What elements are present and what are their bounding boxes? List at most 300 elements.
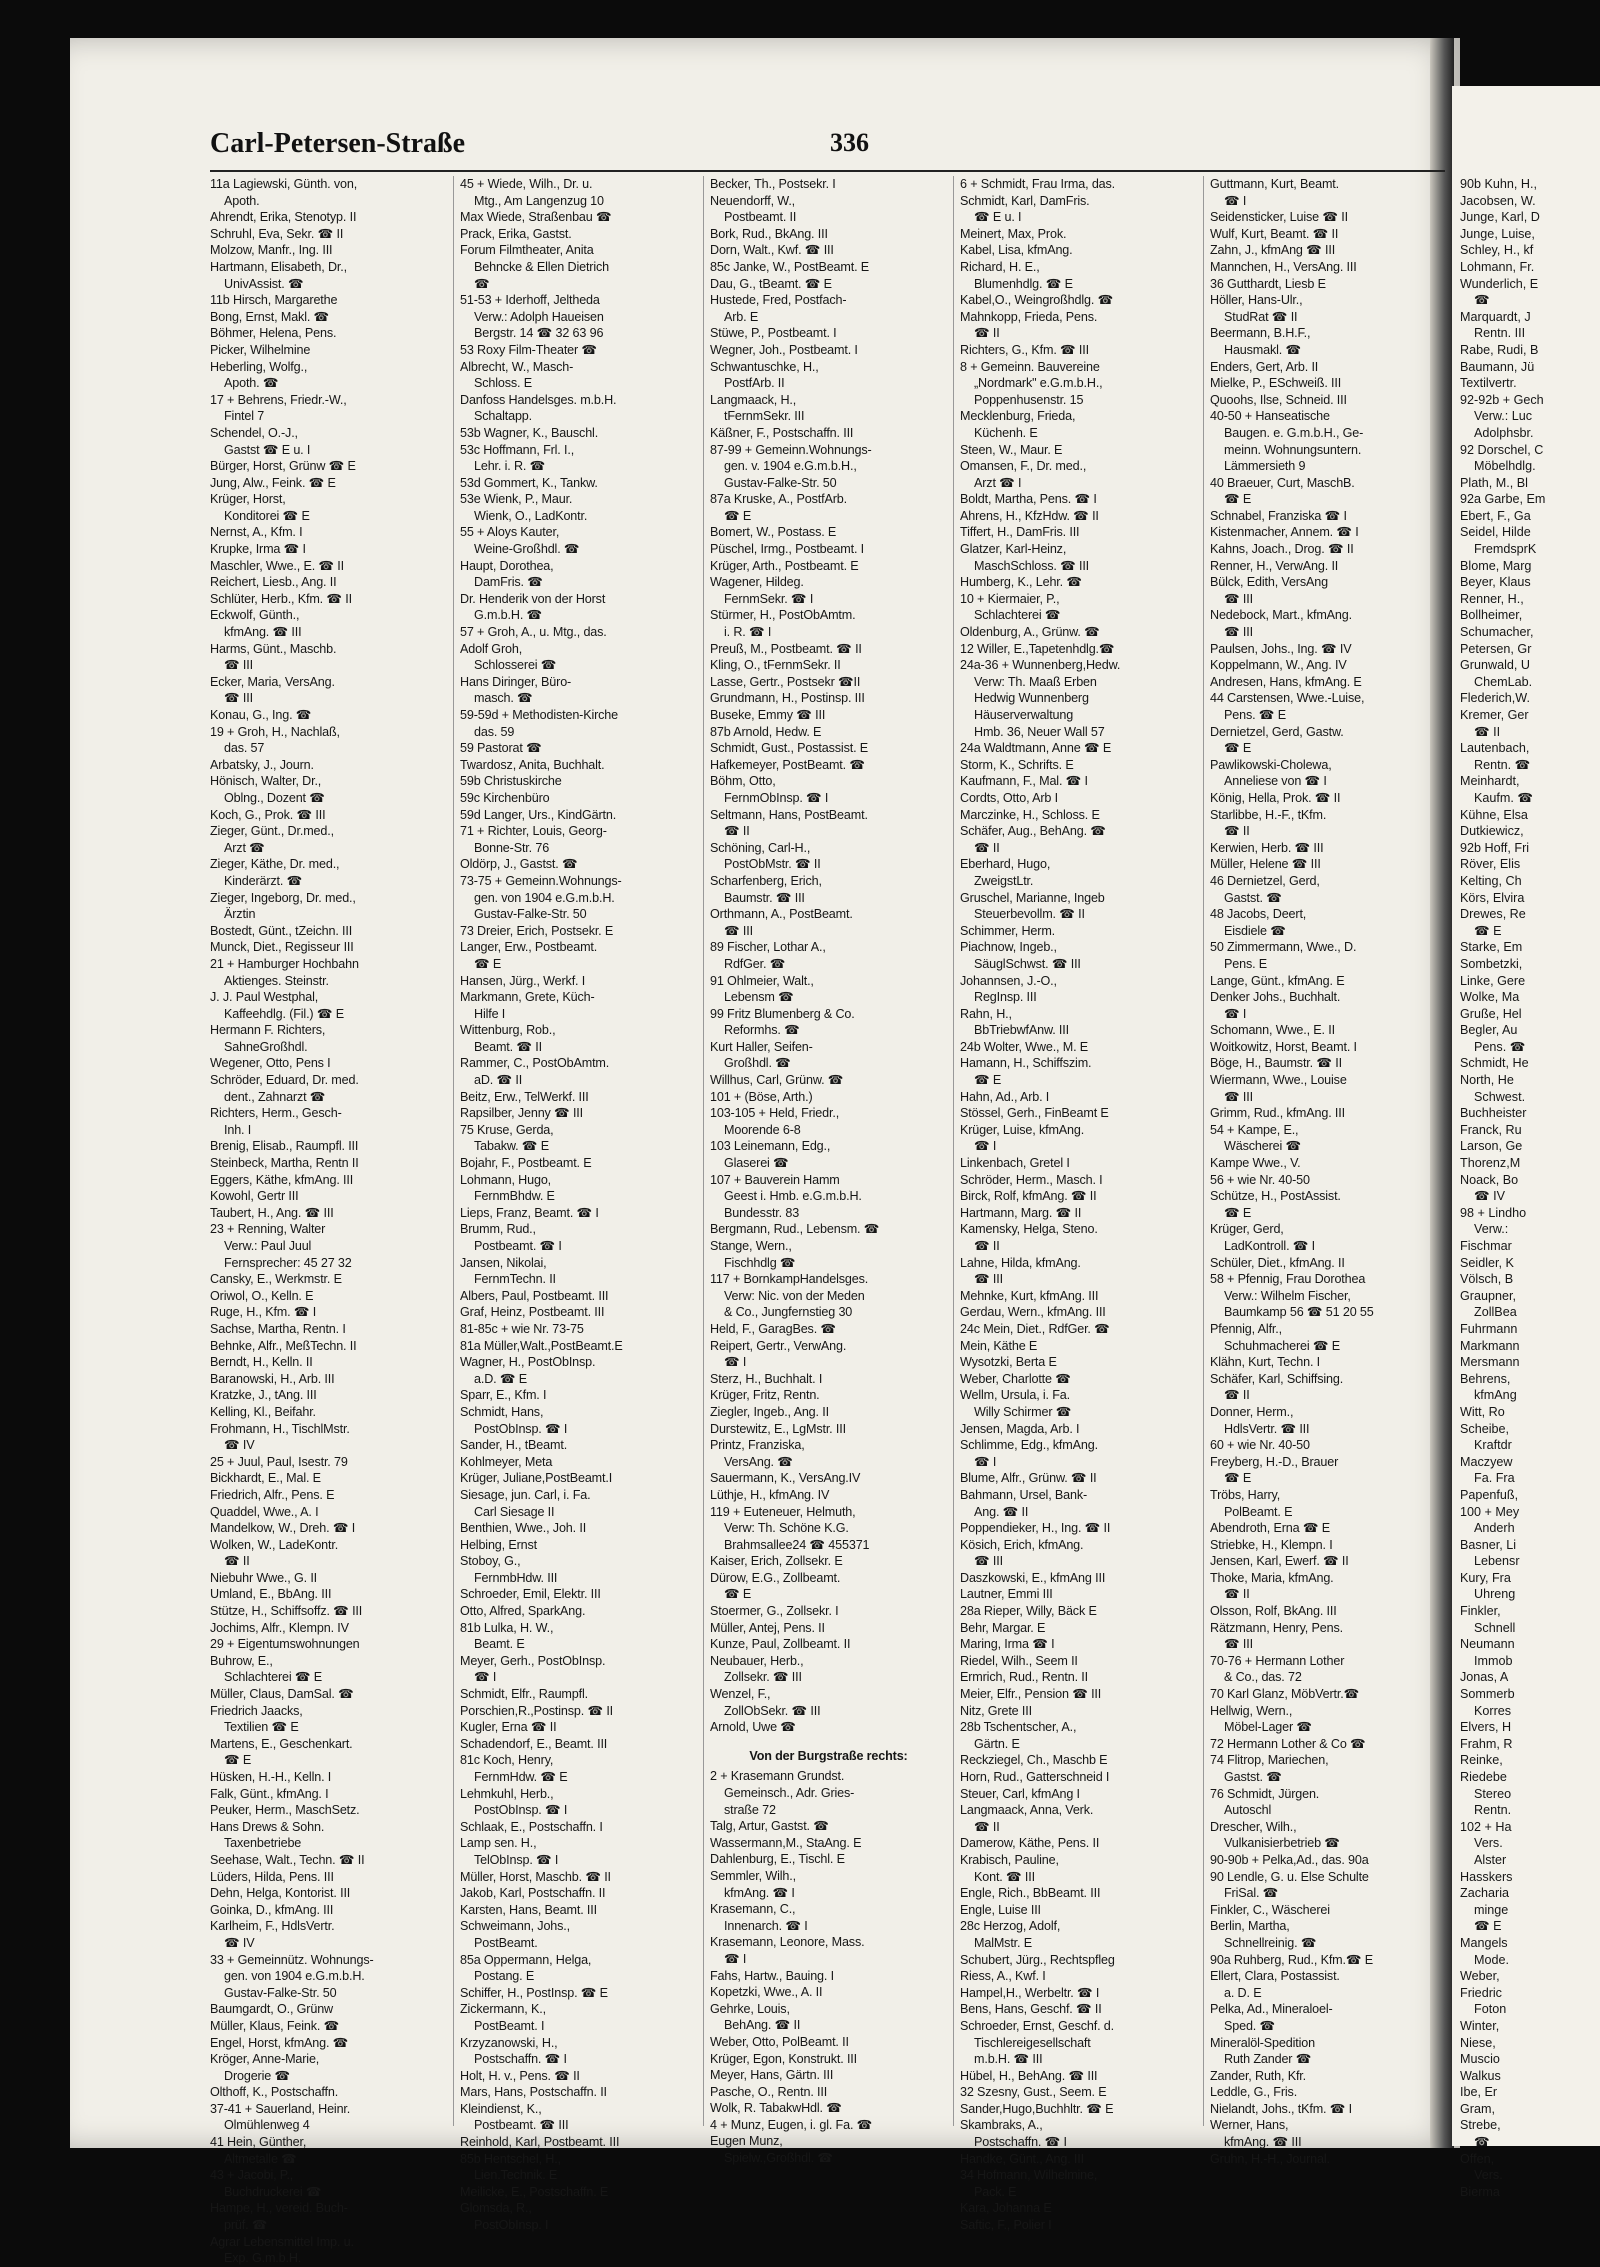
directory-entry-line: Handke, Günt., Ang. III: [960, 2151, 1084, 2166]
directory-entry-line: Kugler, Erna ☎ II: [460, 1720, 557, 1735]
directory-entry-line: Pfennig, Alfr.,: [1210, 1321, 1282, 1336]
directory-entry-line: 40-50 + Hanseatische: [1210, 409, 1330, 424]
directory-entry-line: 48 Jacobs, Deert,: [1210, 907, 1307, 922]
directory-entry-line: RegInsp. III: [974, 990, 1037, 1005]
directory-entry-line: PostObInsp. ☎ I: [474, 1421, 568, 1436]
directory-entry-line: Sterz, H., Buchhalt. I: [710, 1371, 823, 1386]
directory-entry-line: 89 Fischer, Lothar A.,: [710, 940, 826, 955]
page-number: 336: [830, 128, 869, 157]
directory-entry-line: Müller, Antej, Pens. II: [710, 1620, 825, 1635]
directory-entry-line: ☎ III: [1224, 625, 1253, 640]
directory-entry-line: Stoermer, G., Zollsekr. I: [710, 1604, 839, 1619]
directory-entry-line: Hasskers: [1460, 1869, 1513, 1884]
directory-entry-line: kfmAng. ☎ III: [1224, 2135, 1302, 2150]
directory-entry-line: 92-92b + Gech: [1460, 392, 1544, 407]
directory-entry-line: Enders, Gert, Arb. II: [1210, 359, 1319, 374]
directory-entry-line: ☎ E: [1474, 923, 1502, 938]
directory-entry-line: ☎: [474, 276, 490, 291]
directory-entry-line: Frohmann, H., TischlMstr.: [210, 1421, 350, 1436]
directory-entry-line: Beamt. E: [474, 1637, 525, 1652]
directory-entry-line: Arbatsky, J., Journ.: [210, 757, 314, 772]
directory-entry-line: Pens. ☎: [1474, 1039, 1526, 1054]
directory-entry-line: Schweimann, Johs.,: [460, 1919, 570, 1934]
column-2: [460, 176, 697, 2233]
directory-entry-line: ☎ E: [974, 1073, 1002, 1088]
directory-entry-line: Hmb. 36, Neuer Wall 57: [974, 724, 1105, 739]
directory-entry-line: Hampel,H., Werbeltr. ☎ I: [960, 1985, 1100, 2000]
directory-entry-line: 85b Hentschel, H.,: [460, 2151, 561, 2166]
directory-entry-line: Postang. E: [474, 1969, 535, 1984]
directory-entry-line: Renner, H., VerwAng. II: [1210, 558, 1339, 573]
directory-entry-line: Reformhs. ☎: [724, 1023, 800, 1038]
directory-entry-line: Max Wiede, Straßenbau ☎: [460, 210, 612, 225]
directory-entry-line: Friedrich Jaacks,: [210, 1703, 303, 1718]
directory-entry-line: Kaufm. ☎: [1474, 790, 1534, 805]
directory-entry-line: Held, F., GaragBes. ☎: [710, 1321, 836, 1336]
directory-entry-line: Arzt ☎ I: [974, 475, 1022, 490]
directory-entry-line: ☎ I: [1224, 1006, 1247, 1021]
directory-entry-line: Basner, Li: [1460, 1537, 1517, 1552]
directory-entry-line: Lieps, Franz, Beamt. ☎ I: [460, 1205, 599, 1220]
directory-entry-line: Schimmer, Herm.: [960, 923, 1056, 938]
directory-entry-line: Klähn, Kurt, Techn. I: [1210, 1355, 1321, 1370]
directory-entry-line: Hedwig Wunnenberg: [974, 691, 1089, 706]
directory-entry-line: Johannsen, J.-O.,: [960, 973, 1057, 988]
directory-entry-line: UnivAssist. ☎: [224, 276, 304, 291]
directory-entry-line: 59-59d + Methodisten-Kirche: [460, 708, 619, 722]
directory-entry-line: 73 Dreier, Erich, Postsekr. E: [460, 923, 614, 938]
directory-entry-line: Dr. Henderik von der Horst: [460, 591, 606, 606]
directory-entry-line: 17 + Behrens, Friedr.-W.,: [210, 392, 347, 407]
directory-entry-line: FernmTechn. II: [474, 1272, 556, 1287]
directory-entry-line: Grimm, Rud., kfmAng. III: [1210, 1106, 1345, 1121]
directory-entry-line: Möbelhdlg.: [1474, 459, 1536, 474]
directory-entry-line: Bong, Ernst, Makl. ☎: [210, 309, 330, 324]
directory-entry-line: Verw: Nic. von der Meden: [724, 1288, 865, 1303]
directory-entry-line: Heberling, Wolfg.,: [210, 359, 308, 374]
directory-entry-line: Tiffert, H., DamFris. III: [960, 525, 1080, 540]
directory-entry-line: a. D. E: [1224, 1985, 1262, 2000]
directory-entry-line: Starlibbe, H.-F., tKfm.: [1210, 807, 1327, 822]
directory-entry-line: Bickhardt, E., Mal. E: [210, 1471, 321, 1486]
directory-entry-line: Engel, Horst, kfmAng. ☎: [210, 2035, 349, 2050]
directory-entry-line: Behrens,: [1460, 1371, 1511, 1386]
directory-entry-line: Ruth Zander ☎: [1224, 2052, 1312, 2067]
directory-entry-line: 53c Hoffmann, Frl. I.,: [460, 442, 575, 457]
directory-entry-line: Lehr. i. R. ☎: [474, 459, 546, 474]
directory-entry-line: Lehmkuhl, Herb.,: [460, 1786, 554, 1801]
directory-entry-line: Willhus, Carl, Grünw. ☎: [710, 1073, 844, 1088]
directory-entry-line: Schadendorf, E., Beamt. III: [460, 1736, 608, 1751]
directory-entry-line: Mandelkow, W., Dreh. ☎ I: [210, 1521, 356, 1536]
directory-entry-line: 92a Garbe, Em: [1460, 492, 1546, 507]
directory-entry-line: Von der Burgstraße rechts:: [749, 1748, 908, 1763]
directory-entry-line: Richard, H. E.,: [960, 259, 1040, 274]
directory-entry-line: Wunderlich, E: [1460, 276, 1539, 291]
directory-entry-line: Dorn, Walt., Kwf. ☎ III: [710, 243, 834, 258]
directory-entry-line: Hafkemeyer, PostBeamt. ☎: [710, 757, 865, 772]
directory-entry-line: Stoboy, G.,: [460, 1554, 521, 1569]
directory-entry-line: Zahn, J., kfmAng ☎ III: [1210, 243, 1336, 258]
directory-entry-line: Vulkanisierbetrieb ☎: [1224, 1836, 1340, 1851]
directory-entry-line: Karsten, Hans, Beamt. III: [460, 1902, 597, 1917]
directory-entry-line: Pelka, Ad., Mineraloel-: [1210, 2002, 1333, 2017]
directory-entry-line: Zacharia: [1460, 1886, 1509, 1901]
directory-entry-line: 59 Pastorat ☎: [460, 741, 542, 756]
directory-entry-line: ZweigstLtr.: [974, 873, 1034, 888]
directory-entry-line: Frahm, R: [1460, 1736, 1513, 1751]
directory-entry-line: Damerow, Käthe, Pens. II: [960, 1836, 1100, 1851]
directory-entry-line: Bundesstr. 83: [724, 1205, 800, 1220]
directory-entry-line: Gastst. ☎: [1224, 890, 1282, 905]
directory-entry-line: Jensen, Magda, Arb. I: [960, 1421, 1080, 1436]
directory-entry-line: Agrar Lebensmittel Imp. u.: [210, 2234, 354, 2249]
directory-entry-line: Meyer, Gerh., PostObInsp.: [460, 1653, 606, 1668]
directory-entry-line: Verw: Th. Schöne K.G.: [724, 1521, 849, 1536]
directory-entry-line: Maring, Irma ☎ I: [960, 1637, 1055, 1652]
directory-entry-line: Buchheister: [1460, 1106, 1527, 1121]
directory-entry-line: Sombetzki,: [1460, 956, 1523, 971]
directory-entry-line: 28c Herzog, Adolf,: [960, 1919, 1061, 1934]
directory-entry-line: 8 + Gemeinn. Bauvereine: [960, 359, 1100, 374]
directory-entry-line: Jakob, Karl, Postschaffn. II: [460, 1886, 606, 1901]
directory-entry-line: kfmAng: [1474, 1388, 1517, 1403]
directory-entry-line: Fa. Fra: [1474, 1471, 1515, 1486]
directory-entry-line: Bollheimer,: [1460, 608, 1523, 623]
directory-entry-line: 92b Hoff, Fri: [1460, 840, 1530, 855]
directory-entry-line: 81c Koch, Henry,: [460, 1753, 554, 1768]
directory-entry-line: Behnke, Alfr., MeßTechn. II: [210, 1338, 357, 1353]
directory-entry-line: Lämmersieth 9: [1224, 459, 1306, 474]
directory-entry-line: Schütze, H., PostAssist.: [1210, 1189, 1341, 1204]
directory-entry-line: Orthmann, A., PostBeamt.: [710, 907, 853, 922]
directory-entry-line: Schomann, Wwe., E. II: [1210, 1023, 1335, 1038]
directory-entry-line: Mineralöl-Spedition: [1210, 2035, 1315, 2050]
directory-entry-line: Gemeinsch., Adr. Gries-: [724, 1786, 855, 1800]
directory-entry-line: Nitz, Grete III: [960, 1703, 1032, 1718]
directory-entry-line: North, He: [1460, 1073, 1514, 1088]
directory-entry-line: Wagner, H., PostObInsp.: [460, 1355, 596, 1370]
directory-entry-line: 37-41 + Sauerland, Heinr.: [210, 2101, 351, 2116]
directory-entry-line: Dau, G., tBeamt. ☎ E: [710, 276, 832, 291]
directory-entry-line: Wenzel, F.,: [710, 1687, 771, 1702]
directory-entry-line: Goinka, D., kfmAng. III: [210, 1902, 334, 1917]
directory-entry-line: Brahmsallee24 ☎ 455371: [724, 1537, 870, 1552]
directory-entry-line: Riedel, Wilh., Seem II: [960, 1653, 1078, 1668]
directory-entry-line: 28a Rieper, Willy, Bäck E: [960, 1604, 1097, 1619]
directory-entry-line: Graf, Heinz, Postbeamt. III: [460, 1305, 605, 1320]
directory-entry-line: VersAng. ☎: [724, 1454, 793, 1469]
directory-entry-line: Reinke,: [1460, 1753, 1503, 1768]
directory-entry-line: Schüler, Diet., kfmAng. II: [1210, 1255, 1345, 1270]
directory-entry-line: ☎ III: [1224, 591, 1253, 606]
directory-entry-line: 53d Gommert, K., Tankw.: [460, 475, 598, 490]
directory-entry-line: Meyer, Hans, Gärtn. III: [710, 2068, 834, 2083]
directory-entry-line: Quoohs, Ilse, Schneid. III: [1210, 392, 1347, 407]
directory-entry-line: Mangels: [1460, 1935, 1508, 1950]
directory-entry-line: ☎ I: [1224, 193, 1247, 208]
directory-entry-line: Anderh: [1474, 1521, 1515, 1536]
directory-entry-line: Jensen, Karl, Ewerf. ☎ II: [1210, 1554, 1349, 1569]
directory-entry-line: Blome, Marg: [1460, 558, 1532, 573]
directory-entry-line: & Co., das. 72: [1224, 1670, 1302, 1685]
directory-entry-line: Talg, Artur, Gastst. ☎: [710, 1819, 829, 1834]
directory-entry-line: Finkler, C., Wäscherei: [1210, 1902, 1330, 1917]
directory-entry-line: König, Hella, Prok. ☎ II: [1210, 790, 1341, 805]
directory-entry-line: PostBeamt.: [474, 1935, 538, 1950]
directory-entry-line: Schumacher,: [1460, 625, 1534, 640]
directory-entry-line: ☎ E: [724, 1587, 752, 1602]
directory-entry-line: straße 72: [724, 1802, 776, 1817]
directory-entry-line: Schloss. E: [474, 376, 532, 391]
directory-entry-line: Semmler, Wilh.,: [710, 1868, 796, 1883]
directory-entry-line: ☎ II: [974, 840, 1000, 855]
directory-entry-line: Müller, Klaus, Feink. ☎: [210, 2018, 340, 2033]
directory-entry-line: Kaufmann, F., Mal. ☎ I: [960, 774, 1088, 789]
directory-entry-line: Strebe,: [1460, 2118, 1501, 2133]
directory-entry-line: Nielandt, Johs., tKfm. ☎ I: [1210, 2101, 1352, 2116]
directory-entry-line: Starke, Em: [1460, 940, 1523, 955]
directory-entry-line: 24c Mein, Diet., RdfGer. ☎: [960, 1321, 1110, 1336]
directory-entry-line: Lange, Günt., kfmAng. E: [1210, 973, 1345, 988]
directory-entry-line: ☎: [1474, 2135, 1490, 2150]
directory-entry-line: 53 Roxy Film-Theater ☎: [460, 342, 597, 357]
directory-entry-line: 24b Wolter, Wwe., M. E: [960, 1039, 1089, 1054]
directory-entry-line: PostBeamt. I: [474, 2018, 545, 2033]
directory-entry-line: ☎ III: [224, 691, 253, 706]
directory-entry-line: Striebke, H., Klempn. I: [1210, 1537, 1333, 1552]
directory-entry-line: Küchenh. E: [974, 425, 1038, 440]
directory-entry-line: G.m.b.H. ☎: [474, 608, 543, 623]
directory-entry-line: Hans Diringer, Büro-: [460, 674, 572, 689]
directory-entry-line: tFernmSekr. III: [724, 409, 805, 424]
directory-entry-line: 46 Dernietzel, Gerd,: [1210, 873, 1320, 888]
directory-entry-line: Markmann: [1460, 1338, 1520, 1353]
directory-entry-line: LadKontroll. ☎ I: [1224, 1239, 1315, 1253]
directory-entry-line: Brenig, Elisab., Raumpfl. III: [210, 1139, 359, 1154]
directory-entry-line: Kinderärzt. ☎: [224, 873, 303, 888]
directory-entry-line: kfmAng. ☎ I: [724, 1885, 795, 1900]
directory-entry-line: ☎ III: [974, 1272, 1003, 1287]
directory-entry-line: „Nordmark" e.G.m.b.H.,: [974, 376, 1103, 391]
directory-entry-line: Möbel-Lager ☎: [1224, 1720, 1312, 1735]
directory-entry-line: ☎ E: [474, 956, 502, 971]
directory-entry-line: Papenfuß,: [1460, 1487, 1519, 1502]
directory-entry-line: Ibe, Er: [1460, 2085, 1498, 2100]
directory-entry-line: Niese,: [1460, 2035, 1496, 2050]
directory-entry-line: Pack. E: [974, 2184, 1017, 2199]
directory-entry-line: Verw.: Adolph Haueisen: [474, 309, 604, 324]
directory-entry-line: Steinbeck, Martha, Rentn II: [210, 1156, 359, 1171]
directory-entry-line: Schnellreinig. ☎: [1224, 1935, 1317, 1950]
directory-entry-line: Seehase, Walt., Techn. ☎ II: [210, 1852, 365, 1867]
directory-entry-line: Bergmann, Rud., Lebensm. ☎: [710, 1222, 880, 1237]
directory-entry-line: Uhreng: [1474, 1587, 1516, 1602]
directory-entry-line: Woitkowitz, Horst, Beamt. I: [1210, 1039, 1357, 1054]
directory-entry-line: 56 + wie Nr. 40-50: [1210, 1172, 1310, 1187]
directory-entry-line: 92 Dorschel, C: [1460, 442, 1544, 457]
directory-entry-line: Quaddel, Wwe., A. I: [210, 1504, 319, 1519]
directory-entry-line: Schöning, Carl-H.,: [710, 840, 811, 855]
directory-entry-line: Eberhard, Hugo,: [960, 857, 1051, 872]
directory-entry-line: Jochims, Alfr., Klempn. IV: [210, 1620, 349, 1635]
directory-entry-line: Behr, Margar. E: [960, 1620, 1046, 1635]
directory-entry-line: Zieger, Ingeborg, Dr. med.,: [210, 890, 356, 905]
directory-entry-line: Kühne, Elsa: [1460, 807, 1528, 822]
directory-entry-line: ☎ I: [974, 1139, 997, 1154]
directory-entry-line: Dahlenburg, E., Tischl. E: [710, 1852, 845, 1867]
directory-entry-line: Buseke, Emmy ☎ III: [710, 708, 826, 722]
directory-entry-line: Baumgardt, O., Grünw: [210, 2002, 333, 2017]
directory-entry-line: Umland, E., BbAng. III: [210, 1587, 332, 1602]
directory-entry-line: Stereo: [1474, 1786, 1512, 1801]
directory-entry-line: Rentn. III: [1474, 326, 1526, 341]
directory-entry-line: 87b Arnold, Hedw. E: [710, 724, 822, 739]
directory-entry-line: Birck, Rolf, kfmAng. ☎ II: [960, 1189, 1097, 1204]
directory-entry-line: Schmidt, Elfr., Raumpfl.: [460, 1687, 588, 1702]
directory-entry-line: Guttmann, Kurt, Beamt.: [1210, 177, 1339, 191]
directory-entry-line: Arnold, Uwe ☎: [710, 1720, 796, 1735]
directory-entry-line: 60 + wie Nr. 40-50: [1210, 1438, 1310, 1453]
directory-entry-line: Offen,: [1460, 2151, 1495, 2166]
directory-entry-line: 58 + Pfennig, Frau Dorothea: [1210, 1272, 1366, 1287]
directory-entry-line: Ermrich, Rud., Rentn. II: [960, 1670, 1088, 1685]
directory-entry-line: Jacobsen, W.: [1460, 193, 1536, 208]
directory-entry-line: 29 + Eigentumswohnungen: [210, 1637, 360, 1652]
directory-entry-line: Verw: Th. Maaß Erben: [974, 674, 1097, 689]
directory-entry-line: minge: [1474, 1902, 1509, 1917]
directory-entry-line: 74 Flitrop, Mariechen,: [1210, 1753, 1329, 1768]
directory-entry-line: 6 + Schmidt, Frau Irma, das.: [960, 177, 1116, 191]
directory-entry-line: Kohlmeyer, Meta: [460, 1454, 553, 1469]
directory-entry-line: Cordts, Otto, Arb I: [960, 790, 1058, 805]
column-divider: [453, 176, 454, 2126]
directory-entry-line: Saftic, F., Polier I: [960, 2218, 1052, 2233]
directory-entry-line: 73-75 + Gemeinn.Wohnungs-: [460, 873, 622, 888]
directory-entry-line: ☎ III: [1224, 1637, 1253, 1652]
directory-entry-line: Rentn.: [1474, 1803, 1512, 1818]
directory-entry-line: Winter,: [1460, 2018, 1500, 2033]
directory-entry-line: Wittenburg, Rob.,: [460, 1023, 556, 1038]
directory-entry-line: Thoke, Maria, kfmAng.: [1210, 1570, 1334, 1585]
directory-entry-line: ZollBea: [1474, 1305, 1517, 1320]
directory-entry-line: Inh. I: [224, 1122, 252, 1137]
directory-entry-line: Schnell: [1474, 1620, 1516, 1635]
directory-entry-line: Exp. G.m.b.H.: [224, 2251, 302, 2266]
directory-entry-line: Bojahr, F., Postbeamt. E: [460, 1156, 592, 1171]
directory-entry-line: Stange, Wern.,: [710, 1239, 792, 1253]
directory-entry-line: Dürow, E.G., Zollbeamt.: [710, 1570, 841, 1585]
directory-entry-line: das. 57: [224, 741, 265, 756]
directory-entry-line: Mehnke, Kurt, kfmAng. III: [960, 1288, 1099, 1303]
directory-entry-line: Baumstr. ☎ III: [724, 890, 805, 905]
directory-entry-line: Tischlereigesellschaft: [974, 2035, 1091, 2050]
directory-entry-line: Schlachterei ☎: [974, 608, 1061, 623]
page-header: [210, 128, 1445, 172]
directory-entry-line: Fischhdlg ☎: [724, 1255, 796, 1270]
directory-entry-line: Meilicke, E., Postschaffn. E: [460, 2184, 609, 2199]
directory-entry-line: 12 Willer, E.,Tapetenhdlg.☎: [960, 641, 1115, 656]
directory-entry-line: Renner, H.,: [1460, 591, 1524, 606]
directory-entry-line: Bonne-Str. 76: [474, 840, 550, 855]
directory-entry-line: Nedebock, Mart., kfmAng.: [1210, 608, 1352, 623]
directory-entry-line: Pens. ☎ E: [1224, 708, 1286, 722]
directory-entry-line: Printz, Franziska,: [710, 1438, 805, 1453]
directory-entry-line: Cansky, E., Werkmstr. E: [210, 1272, 342, 1287]
directory-entry-line: Mein, Käthe E: [960, 1338, 1038, 1353]
directory-entry-line: Schnabel, Franziska ☎ I: [1210, 508, 1347, 523]
directory-entry-line: Storm, K., Schrifts. E: [960, 757, 1074, 772]
directory-entry-line: Markmann, Grete, Küch-: [460, 990, 595, 1005]
directory-entry-line: Seidler, K: [1460, 1255, 1514, 1270]
directory-entry-line: Danfoss Handelsges. m.b.H.: [460, 392, 617, 407]
directory-entry-line: 117 + BornkampHandelsges.: [710, 1272, 869, 1287]
directory-entry-line: Berndt, H., Kelln. II: [210, 1355, 313, 1370]
directory-entry-line: Jonas, A: [1460, 1670, 1509, 1685]
directory-entry-line: Lebensm ☎: [724, 990, 794, 1005]
directory-entry-line: Glaserei ☎: [724, 1156, 789, 1171]
directory-entry-line: Bülck, Edith, VersAng: [1210, 575, 1328, 590]
directory-entry-line: Ziegler, Ingeb., Ang. II: [710, 1404, 829, 1419]
directory-entry-line: Karlheim, F., HdlsVertr.: [210, 1919, 335, 1934]
directory-entry-line: Bens, Hans, Geschf. ☎ II: [960, 2002, 1102, 2017]
directory-entry-line: Sparr, E., Kfm. I: [460, 1388, 547, 1403]
directory-entry-line: Linke, Gere: [1460, 973, 1526, 988]
directory-entry-line: i. R. ☎ I: [724, 625, 772, 640]
directory-entry-line: MaschSchloss. ☎ III: [974, 558, 1090, 573]
directory-entry-line: Witt, Ro: [1460, 1404, 1505, 1419]
directory-entry-line: Falk, Günt., kfmAng. I: [210, 1786, 329, 1801]
directory-entry-line: J. J. Paul Westphal,: [210, 990, 319, 1005]
directory-entry-line: Rahn, H.,: [960, 1006, 1012, 1021]
directory-entry-line: Altmetalle ☎: [224, 2151, 297, 2166]
directory-entry-line: Mahnkopp, Frieda, Pens.: [960, 309, 1098, 324]
directory-entry-line: Taubert, H., Ang. ☎ III: [210, 1205, 334, 1220]
directory-entry-line: Muscio: [1460, 2052, 1500, 2067]
directory-entry-line: meinn. Wohnungsuntern.: [1224, 442, 1362, 457]
directory-entry-line: Carl Siesage II: [474, 1504, 555, 1519]
directory-entry-line: Kaffeehdlg. (Fil.) ☎ E: [224, 1006, 344, 1021]
column-4: [960, 176, 1197, 2233]
directory-entry-line: ☎ III: [1224, 1089, 1253, 1104]
directory-entry-line: Paulsen, Johs., Ing. ☎ IV: [1210, 641, 1352, 656]
directory-entry-line: Ahrendt, Erika, Stenotyp. II: [210, 210, 357, 225]
directory-entry-line: dent., Zahnarzt ☎: [224, 1089, 326, 1104]
directory-entry-line: Schröder, Eduard, Dr. med.: [210, 1073, 359, 1088]
directory-entry-line: Seltmann, Hans, PostBeamt.: [710, 807, 868, 822]
directory-entry-line: Gram,: [1460, 2101, 1495, 2116]
directory-entry-line: Schroeder, Ernst, Geschf. d.: [960, 2018, 1114, 2033]
directory-entry-line: Bierma: [1460, 2184, 1500, 2199]
directory-entry-line: Oldenburg, A., Grünw. ☎: [960, 625, 1100, 640]
directory-entry-line: 54 + Kampe, E.,: [1210, 1122, 1299, 1137]
directory-entry-line: Kahns, Joach., Drog. ☎ II: [1210, 542, 1354, 557]
directory-entry-line: Kara, Johanna E: [960, 2201, 1052, 2216]
directory-entry-line: m.b.H. ☎ III: [974, 2052, 1043, 2067]
directory-entry-line: Preuß, M., Postbeamt. ☎ II: [710, 641, 862, 656]
directory-entry-line: Konditorei ☎ E: [224, 508, 310, 523]
directory-entry-line: ☎ IV: [1474, 1189, 1506, 1204]
directory-entry-line: 23 + Renning, Walter: [210, 1222, 326, 1237]
directory-entry-line: Drogerie ☎: [224, 2068, 290, 2083]
directory-entry-line: Wegener, Otto, Pens I: [210, 1056, 331, 1071]
directory-entry-line: Engle, Rich., BbBeamt. III: [960, 1886, 1101, 1901]
directory-entry-line: Schruhl, Eva, Sekr. ☎ II: [210, 226, 344, 241]
directory-entry-line: Donner, Herm.,: [1210, 1404, 1294, 1419]
directory-entry-line: Olsson, Rolf, BkAng. III: [1210, 1604, 1337, 1619]
directory-entry-line: Niebuhr Wwe., G. II: [210, 1570, 318, 1585]
directory-entry-line: Schaltapp.: [474, 409, 533, 424]
